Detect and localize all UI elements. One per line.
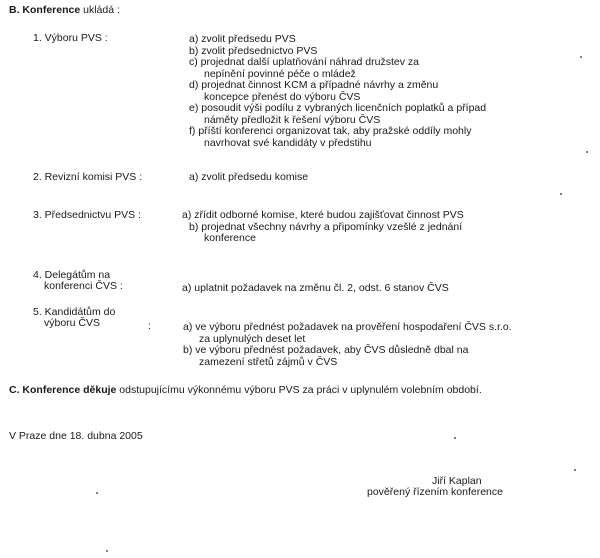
s1-items	[189, 34, 486, 149]
signature-role: pověřený řízením konference	[367, 486, 503, 498]
s5-item-b-cont: zamezení střetů zájmů v ČVS	[199, 355, 338, 368]
section-b-heading-rest: ukládá :	[80, 4, 120, 16]
s1-item-e-cont: náměty předložit k řešení výboru ČVS	[204, 113, 381, 126]
scan-speck	[454, 437, 456, 439]
signature-name: Jiří Kaplan	[432, 475, 482, 487]
s3-item-b: b) projednat všechny návrhy a připomínky vzešlé z jednání	[189, 220, 463, 233]
section-c-heading-bold: C. Konference děkuje	[9, 384, 117, 396]
s5-label-line1: 5. Kandidátům do	[33, 306, 116, 318]
s2-item-a: a) zvolit předsedu komise	[189, 171, 309, 183]
section-c-line	[9, 385, 482, 397]
scan-speck	[96, 492, 98, 494]
s4-label-line2: konferenci ČVS :	[44, 280, 123, 292]
scan-speck	[574, 469, 576, 471]
s5-item-b: b) ve výboru přednést požadavek, aby ČVS důsledně dbal na	[183, 344, 469, 356]
section-b-heading	[9, 5, 120, 17]
date-line: V Praze dne 18. dubna 2005	[9, 430, 143, 442]
s4-label-line1: 4. Delegátům na	[33, 269, 111, 281]
scan-speck	[106, 550, 108, 552]
s1-item-c: c) projednat další uplatňování náhrad družstev za	[189, 56, 419, 68]
s1-label: 1. Výboru PVS :	[33, 32, 108, 44]
scan-speck	[560, 193, 562, 195]
s3-item-a: a) zřídit odborné komise, které budou zajišťovat činnost PVS	[182, 209, 464, 221]
section-b-heading-bold: B. Konference	[9, 4, 81, 16]
s5-item-a: a) ve výboru přednést požadavek na prověření hospodaření ČVS s.r.o.	[183, 321, 512, 333]
section-c-heading-rest: odstupujícímu výkonnému výboru PVS za práci v uplynulém volebním období.	[116, 384, 482, 396]
s1-item-c-cont: nepínění povinné péče o mládež	[204, 67, 356, 80]
s5-label-line2: výboru ČVS	[44, 317, 101, 329]
s1-item-f: f) příští konferenci organizovat tak, aby pražské oddíly mohly	[189, 125, 472, 137]
s5-label-colon: :	[148, 320, 151, 332]
s5-item-a-cont: za uplynulých deset let	[199, 332, 306, 345]
s2-label: 2. Revizní komisi PVS :	[33, 171, 143, 183]
s3-label: 3. Předsednictvu PVS :	[33, 209, 141, 221]
s1-item-d: d) projednat činnost KCM a případné návrhy a změnu	[189, 79, 439, 91]
s1-item-f-cont: navrhovat své kandidáty v předstihu	[204, 136, 372, 149]
scan-speck	[580, 56, 582, 58]
s1-item-b: b) zvolit předsednictvo PVS	[189, 44, 318, 57]
scan-speck	[586, 151, 588, 153]
s1-item-d-cont: koncepce přenést do výboru ČVS	[204, 90, 361, 103]
s3-items	[182, 210, 464, 245]
s4-item-a: a) uplatnit požadavek na změnu čl. 2, odst. 6 stanov ČVS	[182, 282, 449, 294]
s3-item-b-cont: konference	[204, 232, 256, 244]
s1-item-e: e) posoudit výši podílu z vybraných licenčních poplatků a případ	[189, 102, 487, 114]
s5-items	[183, 322, 512, 368]
s1-item-a: a) zvolit předsedu PVS	[189, 33, 296, 45]
